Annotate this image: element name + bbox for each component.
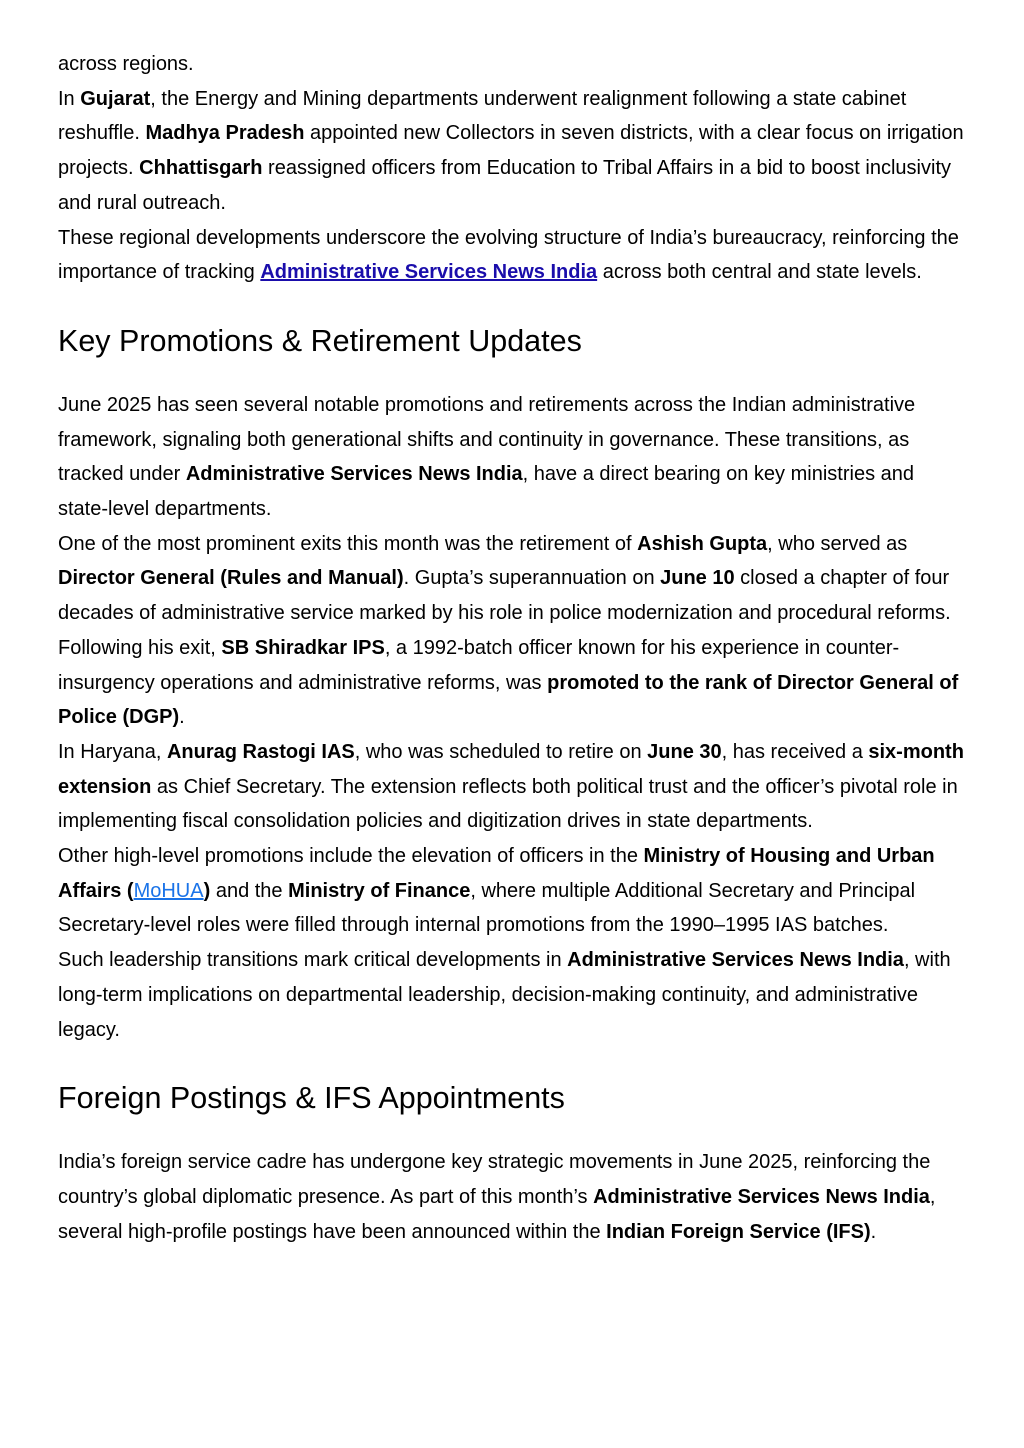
text-run: , where multiple Additional Secretary and Principal Secretary-level roles were filled through internal promotions from the 1990–1995 IAS batches. — [58, 879, 916, 937]
bold-anurag-rastogi: Anurag Rastogi IAS — [166, 740, 355, 763]
text-run: India’s foreign service cadre has undergone key strategic movements in June 2025, reinforcing the country’s global diplomatic presence. As part of this month’s — [58, 1151, 931, 1208]
text-run: . — [179, 706, 185, 729]
link-administrative-services-news-india[interactable]: Administrative Services News India — [260, 261, 598, 284]
paragraph-haryana-extension — [58, 735, 968, 839]
text-run: across both central and state levels. — [597, 261, 922, 284]
bold-ministry-of-finance: Ministry of Finance — [288, 879, 471, 902]
bold-gujarat: Gujarat — [80, 87, 151, 110]
text-run: , the Energy and Mining departments underwent realignment following a state cabinet reshuffle. — [58, 87, 907, 145]
bold-administrative-services-news-india: Administrative Services News India — [593, 1185, 930, 1208]
bold-ministry-of-housing: Ministry of Housing and Urban Affairs ( — [58, 845, 935, 902]
text-run: June 2025 has seen several notable promotions and retirements across the Indian administrative framework, signaling both generational shifts and continuity in governance. These transitions, as tracked under — [58, 393, 916, 486]
bold-administrative-services-news-india: Administrative Services News India — [185, 463, 523, 486]
text-run: Other high-level promotions include the elevation of officers in the — [58, 845, 644, 868]
text-run: as Chief Secretary. The extension reflects both political trust and the officer’s pivotal role in implementing fiscal consolidation policies and digitization drives in state departments. — [58, 775, 958, 833]
bold-administrative-services-news-india: Administrative Services News India — [567, 949, 904, 972]
text-run: , has received a — [721, 740, 869, 763]
text-run: , with long-term implications on departmental leadership, decision-making continuity, and administrative legacy. — [58, 949, 951, 1041]
text-run: One of the most prominent exits this month was the retirement of — [58, 532, 638, 555]
bold-chhattisgarh: Chhattisgarh — [139, 157, 263, 180]
text-run: These regional developments underscore the evolving structure of India’s bureaucracy, reinforcing the importance of tracking — [58, 226, 959, 284]
link-mohua[interactable]: MoHUA — [133, 879, 204, 902]
bold-june-10: June 10 — [660, 567, 735, 590]
text-run: In — [58, 87, 81, 110]
text-run: closed a chapter of four decades of administrative service marked by his role in police modernization and procedural reforms. Following his exit, — [58, 567, 951, 659]
paragraph-june-promotions — [58, 388, 968, 527]
text-run: , several high-profile postings have been announced within the — [58, 1185, 936, 1243]
text-run: reassigned officers from Education to Tribal Affairs in a bid to boost inclusivity and rural outreach. — [58, 157, 951, 214]
bold-promoted-to-dgp: promoted to the rank of Director General of Police (DGP) — [58, 671, 959, 729]
bold-closing-paren: ) — [203, 879, 211, 902]
bold-six-month-extension: six-month extension — [58, 740, 964, 798]
text-run: Such leadership transitions mark critical developments in — [58, 949, 568, 972]
text-run: , have a direct bearing on key ministries and state-level departments. — [58, 463, 914, 521]
paragraph-ashish-gupta-retirement — [58, 527, 968, 735]
paragraph-state-reshuffles — [58, 82, 968, 221]
paragraph-across-regions — [58, 47, 968, 82]
heading-foreign-postings: Foreign Postings & IFS Appointments — [58, 1081, 565, 1116]
bold-madhya-pradesh: Madhya Pradesh — [145, 122, 305, 145]
paragraph-regional-developments — [58, 221, 968, 290]
heading-key-promotions: Key Promotions & Retirement Updates — [58, 323, 582, 358]
text-run: , who served as — [767, 532, 908, 555]
paragraph-leadership-transitions — [58, 943, 968, 1047]
article-body — [58, 47, 968, 1249]
bold-sb-shiradkar: SB Shiradkar IPS — [221, 636, 385, 659]
text-run: across regions. — [58, 53, 194, 75]
bold-indian-foreign-service: Indian Foreign Service (IFS) — [606, 1220, 871, 1243]
text-run: . Gupta’s superannuation on — [403, 567, 661, 590]
bold-june-30: June 30 — [647, 740, 722, 763]
text-run: , a 1992-batch officer known for his experience in counter-insurgency operations and administrative reforms, was — [58, 636, 900, 694]
paragraph-high-level-promotions — [58, 839, 968, 943]
text-run: and the — [210, 879, 289, 902]
text-run: , who was scheduled to retire on — [354, 740, 648, 763]
text-run: . — [870, 1220, 877, 1243]
bold-director-general: Director General (Rules and Manual) — [58, 567, 404, 590]
bold-ashish-gupta: Ashish Gupta — [637, 532, 768, 555]
text-run: In Haryana, — [58, 740, 167, 763]
text-run: appointed new Collectors in seven districts, with a clear focus on irrigation projects. — [58, 122, 964, 180]
paragraph-foreign-service — [58, 1145, 968, 1249]
